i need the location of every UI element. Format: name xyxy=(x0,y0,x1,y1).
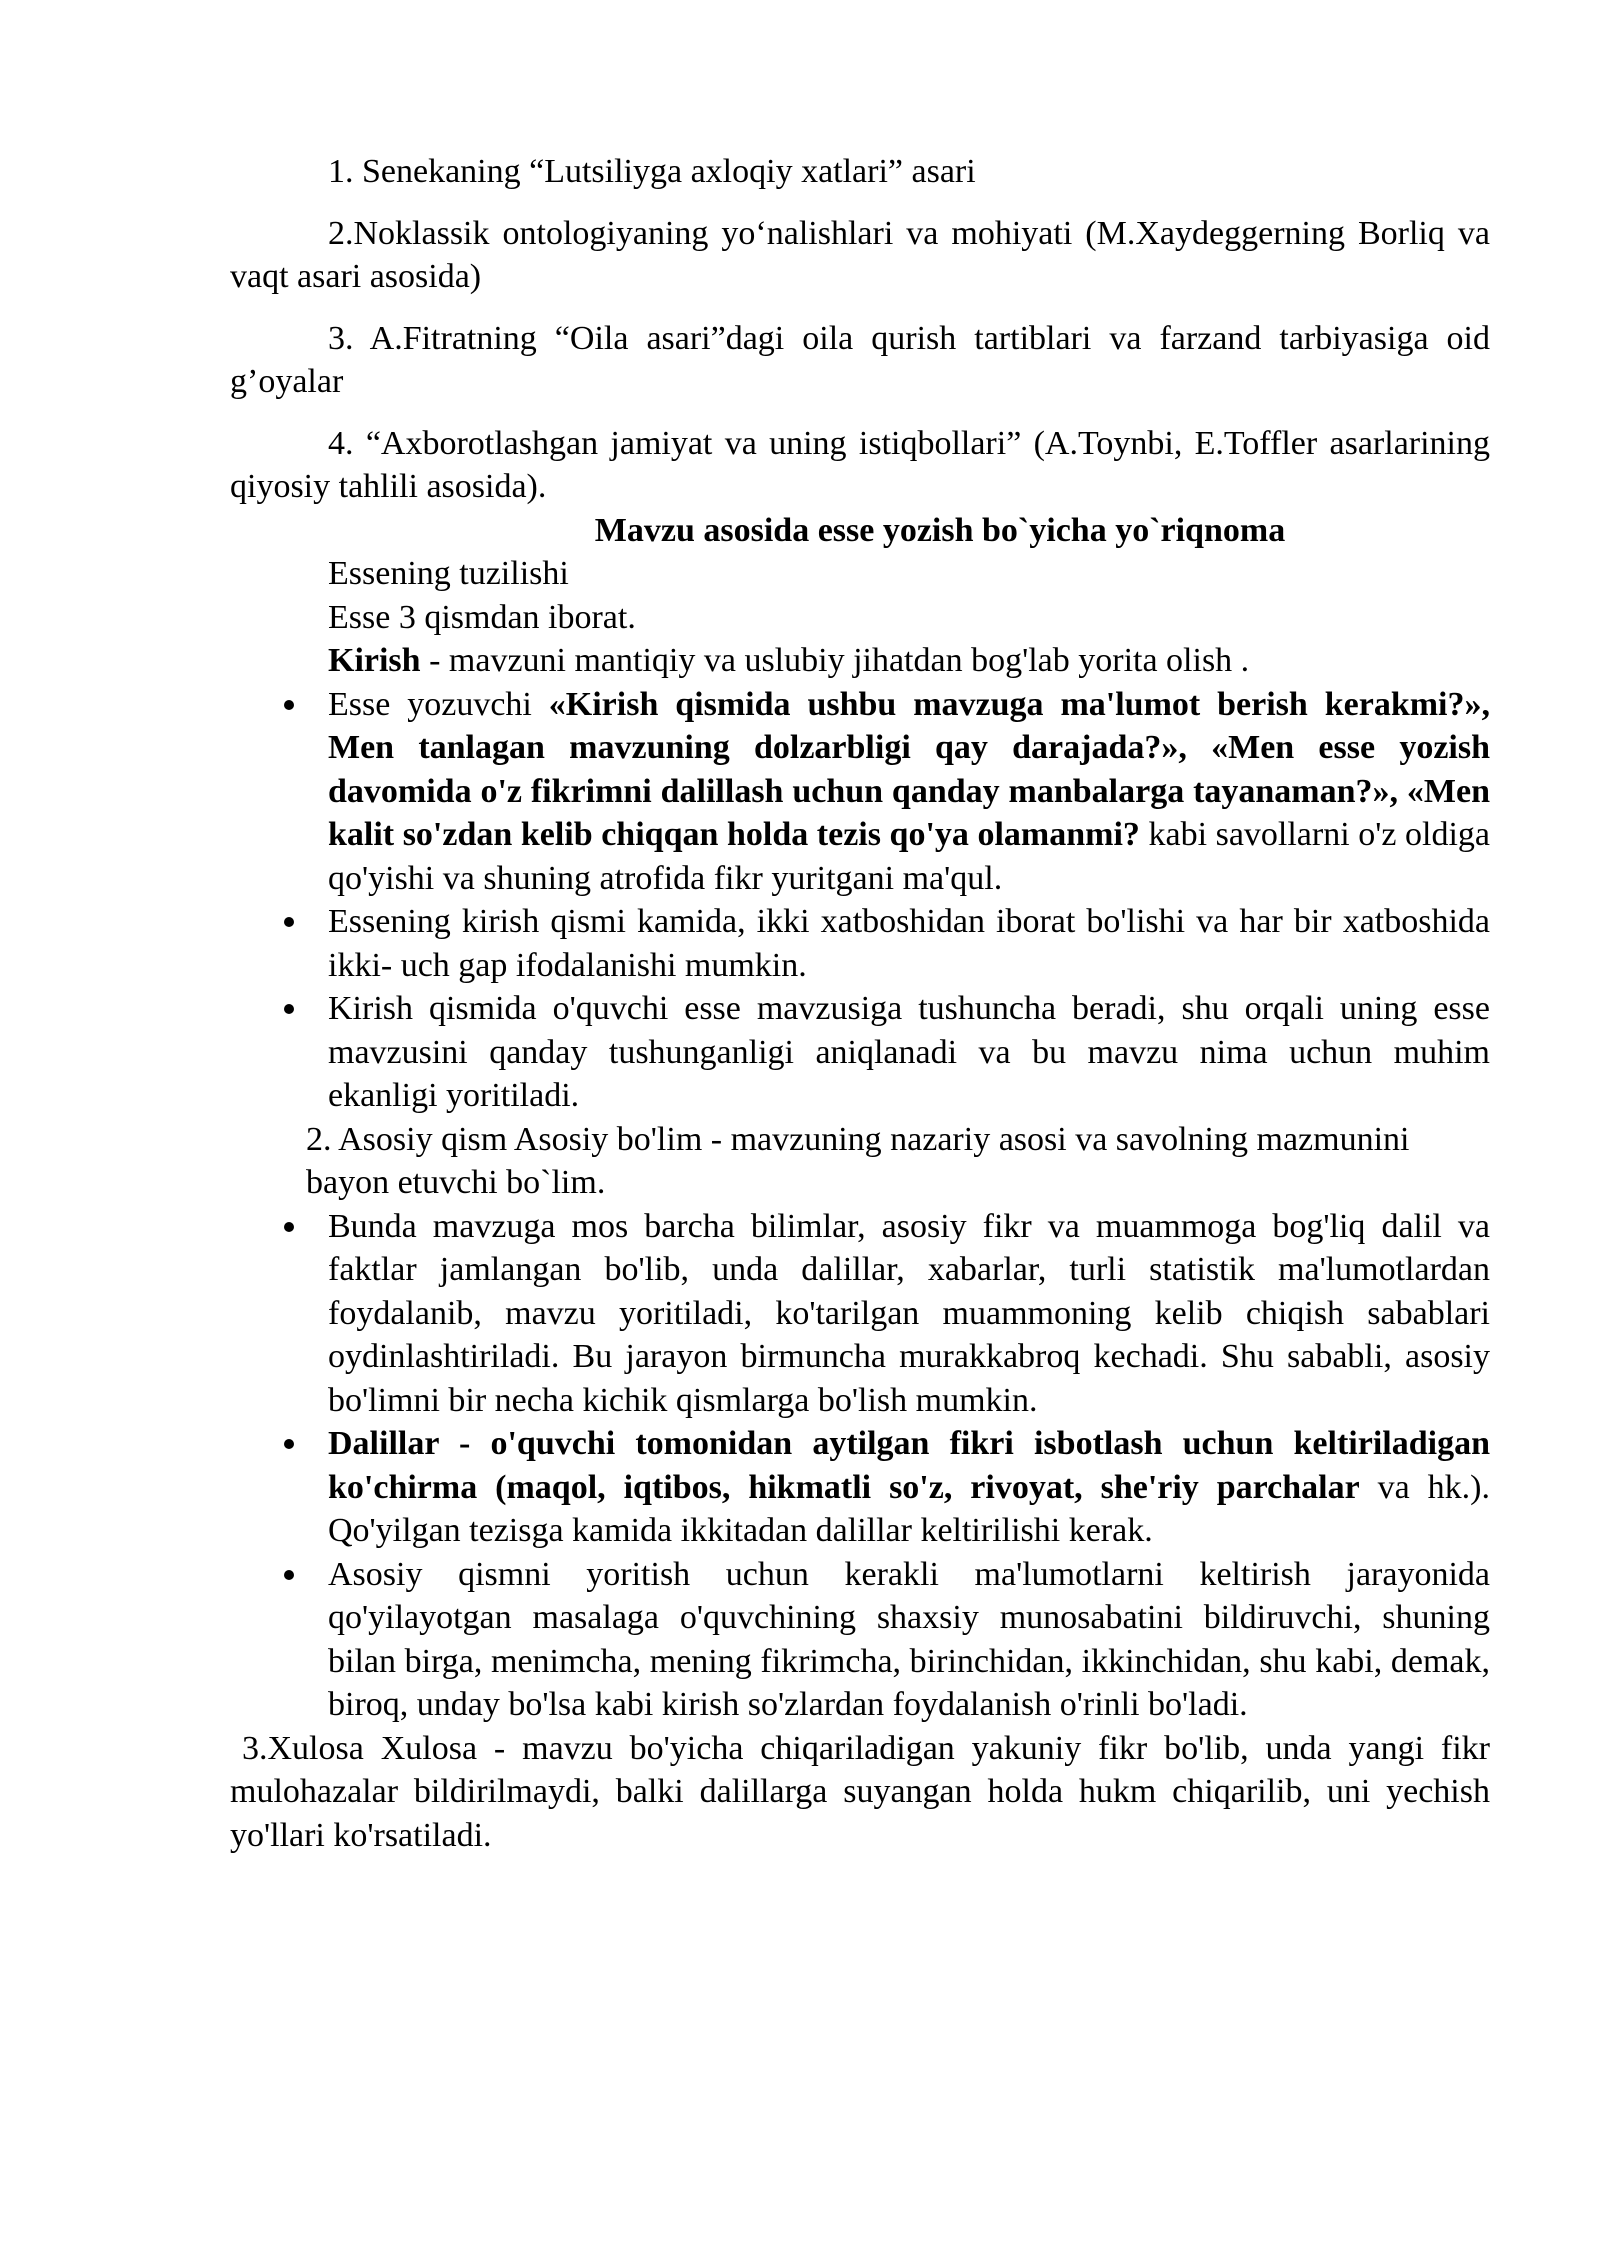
bullet-text: Essening kirish qismi kamida, ikki xatboshidan iborat bo'lishi va har bir xatboshida ikki- uch gap ifodalanishi mumkin. xyxy=(328,903,1490,984)
structure-parts: Esse 3 qismdan iborat. xyxy=(328,598,636,636)
list-item xyxy=(230,1422,1490,1553)
list-item xyxy=(230,1553,1490,1727)
bullet-icon xyxy=(284,1439,294,1449)
intro-label: Kirish xyxy=(328,642,421,679)
conclusion-paragraph: 3.Xulosa Xulosa - mavzu bo'yicha chiqariladigan yakuniy fikr bo'lib, unda yangi fikr mulohazalar bildirilmaydi, balki dalillarga suyangan holda hukm chiqarilib, uni yechish yo'llari ko'rsatiladi. xyxy=(230,1729,1490,1854)
intro-text: - mavzuni mantiqiy va uslubiy jihatdan bog'lab yorita olish . xyxy=(420,642,1250,679)
main-bullet-list xyxy=(230,1205,1490,1727)
bullet-text-post: va hk.). Qo'yilgan tezisga kamida ikkitadan dalillar keltirilishi kerak. xyxy=(328,1468,1490,1549)
list-item xyxy=(230,987,1490,1118)
bullet-icon xyxy=(284,1222,294,1232)
list-item xyxy=(230,1205,1490,1423)
guide-heading: Mavzu asosida esse yozish bo`yicha yo`riqnoma xyxy=(594,511,1286,549)
list-item xyxy=(230,683,1490,901)
list-item xyxy=(230,900,1490,987)
bullet-icon xyxy=(284,1004,294,1014)
intro-bullet-list xyxy=(230,683,1490,1118)
main-part-title: 2. Asosiy qism Asosiy bo'lim - mavzuning nazariy asosi va savolning mazmunini bayon etuvchi bo`lim. xyxy=(306,1120,1410,1201)
bullet-icon xyxy=(284,700,294,710)
bullet-text: Bunda mavzuga mos barcha bilimlar, asosiy fikr va muammoga bog'liq dalil va faktlar jamlangan bo'lib, unda dalillar, xabarlar, turli statistik ma'lumotlardan foydalanib, mavzu yoritiladi, ko'tarilgan muammoning kelib chiqish sabablari oydinlashtiriladi. Bu jarayon birmuncha murakkabroq kechadi. Shu sababli, asosiy bo'limni bir necha kichik qismlarga bo'lish mumkin. xyxy=(328,1207,1490,1419)
bullet-text-bold: Dalillar - o'quvchi tomonidan aytilgan fikri isbotlash uchun keltiriladigan ko'chirma (maqol, iqtibos, hikmatli so'z, rivoyat, she'riy parchalar xyxy=(328,1425,1490,1506)
document-page xyxy=(230,150,1490,1857)
topic-item-4: 4. “Axborotlashgan jamiyat va uning istiqbollari” (A.Toynbi, E.Toffler asarlarining qiyosiy tahlili asosida). xyxy=(230,424,1490,505)
bullet-text: Kirish qismida o'quvchi esse mavzusiga tushuncha beradi, shu orqali uning esse mavzusini qanday tushunganligi aniqlanadi va bu mavzu nima uchun muhim ekanligi yoritiladi. xyxy=(328,990,1490,1114)
topic-item-2: 2.Noklassik ontologiyaning yo‘nalishlari va mohiyati (M.Xaydeggerning Borliq va vaqt asari asosida) xyxy=(230,214,1490,295)
intro-line xyxy=(230,639,1490,683)
topic-item-3: 3. A.Fitratning “Oila asari”dagi oila qurish tartiblari va farzand tarbiyasiga oid g’oyalar xyxy=(230,319,1490,400)
bullet-icon xyxy=(284,917,294,927)
bullet-text-post: kabi savollarni o'z oldiga qo'yishi va shuning atrofida fikr yuritgani ma'qul. xyxy=(328,816,1491,897)
topic-item-1: 1. Senekaning “Lutsiliyga axloqiy xatlari” asari xyxy=(328,153,976,190)
bullet-text-bold: «Kirish qismida ushbu mavzuga ma'lumot berish kerakmi?», Men tanlagan mavzuning dolzarbligi qay darajada?», «Men esse yozish davomida o'z fikrimni dalillash uchun qanday manbalarga tayanaman?», «Men kalit so'zdan kelib chiqqan holda tezis qo'ya olamanmi? xyxy=(328,685,1490,853)
structure-title: Essening tuzilishi xyxy=(328,555,569,592)
bullet-text: Asosiy qismni yoritish uchun kerakli ma'lumotlarni keltirish jarayonida qo'yilayotgan masalaga o'quvchining shaxsiy munosabatini bildiruvchi, shuning bilan birga, menimcha, mening fikrimcha, birinchidan, ikkinchidan, shu kabi, demak, biroq, unday bo'lsa kabi kirish so'zlardan foydalanish o'rinli bo'ladi. xyxy=(328,1555,1490,1723)
bullet-icon xyxy=(284,1570,294,1580)
bullet-text-pre: Esse yozuvchi xyxy=(328,685,549,723)
